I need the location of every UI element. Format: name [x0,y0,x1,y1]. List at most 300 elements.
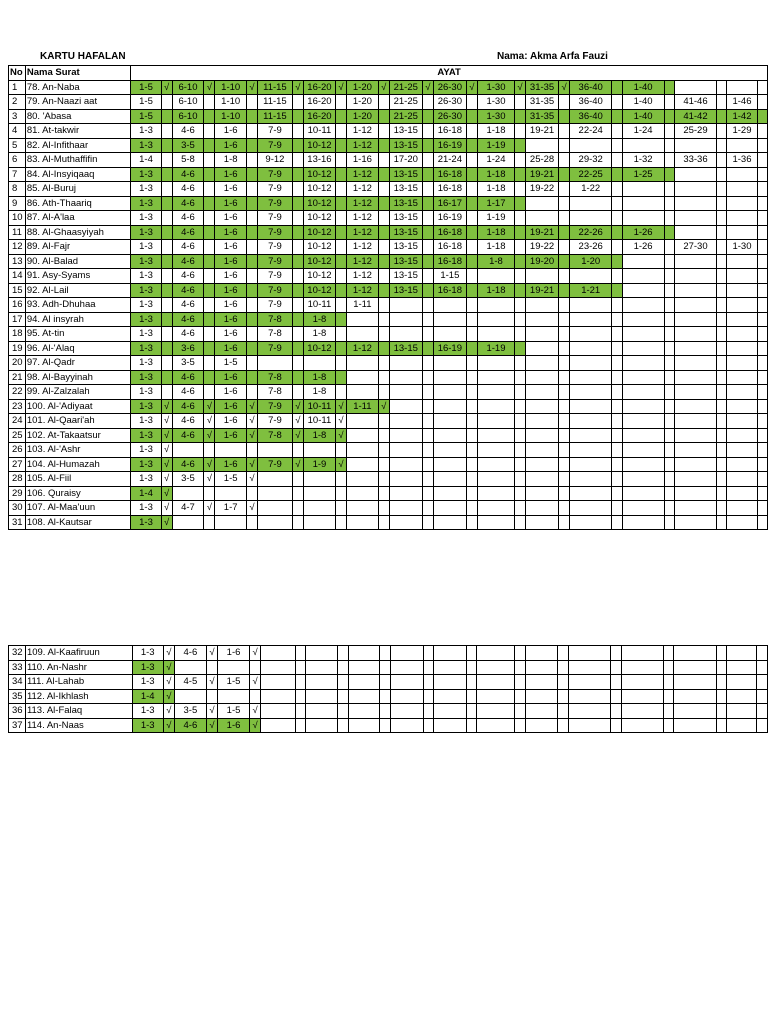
ayat-range-cell [568,689,610,704]
ayat-range-cell: 3-5 [172,356,204,371]
ayat-range-cell [217,660,249,675]
check-mark-cell: √ [163,646,174,661]
row-number: 15 [9,283,26,298]
check-mark-cell [336,283,347,298]
check-mark-cell [292,501,303,516]
check-mark-cell [612,428,622,443]
check-mark-cell [611,660,622,675]
ayat-range-cell: 1-6 [215,240,247,255]
ayat-range-cell [215,515,247,530]
ayat-range-cell: 19-21 [525,124,558,139]
row-number: 2 [9,95,26,110]
check-mark-cell [337,704,348,719]
ayat-range-cell: 1-5 [217,675,249,690]
ayat-range-cell [674,80,716,95]
ayat-range-cell: 4-6 [174,646,206,661]
check-mark-cell [717,283,727,298]
ayat-range-cell [303,356,335,371]
check-mark-cell [515,109,526,124]
check-mark-cell [612,414,622,429]
row-number: 4 [9,124,26,139]
check-mark-cell [559,240,570,255]
table-row [9,646,768,661]
ayat-range-cell [570,327,612,342]
table-row [9,254,768,269]
ayat-range-cell: 7-9 [257,283,292,298]
ayat-range-cell [727,341,757,356]
ayat-range-cell: 1-3 [131,399,162,414]
check-mark-cell [378,196,389,211]
check-mark-cell [664,254,674,269]
ayat-range-cell [346,472,378,487]
surah-name: 98. Al-Bayyinah [25,370,130,385]
check-mark-cell: √ [207,675,218,690]
ayat-range-cell: 1-6 [215,399,247,414]
ayat-range-cell: 1-5 [215,472,247,487]
ayat-range-cell [303,472,335,487]
ayat-range-cell: 16-19 [433,138,466,153]
ayat-range-cell: 22-25 [570,167,612,182]
check-mark-cell [247,167,258,182]
check-mark-cell [247,196,258,211]
ayat-range-cell [433,428,466,443]
ayat-range-cell [674,501,716,516]
check-mark-cell [611,675,622,690]
ayat-range-cell: 1-6 [217,646,249,661]
check-mark-cell [292,182,303,197]
ayat-range-cell [390,689,423,704]
ayat-range-cell: 4-6 [172,182,204,197]
check-mark-cell [161,211,172,226]
table-row [9,95,768,110]
ayat-range-cell [568,718,610,733]
ayat-range-cell: 7-9 [257,254,292,269]
check-mark-cell [204,269,215,284]
surah-name: 110. An-Nashr [25,660,132,675]
ayat-range-cell [306,675,338,690]
check-mark-cell [757,660,768,675]
check-mark-cell [336,370,347,385]
ayat-range-cell [622,312,664,327]
check-mark-cell [161,182,172,197]
check-mark-cell [292,240,303,255]
check-mark-cell [664,124,674,139]
row-number: 13 [9,254,26,269]
ayat-range-cell [621,646,663,661]
ayat-range-cell [674,385,716,400]
ayat-range-cell: 10-12 [303,341,335,356]
ayat-range-cell [434,646,467,661]
check-mark-cell [337,675,348,690]
check-mark-cell [161,167,172,182]
check-mark-cell [161,327,172,342]
surah-name: 84. Al-Insyiqaaq [25,167,130,182]
check-mark-cell [664,457,674,472]
ayat-range-cell: 4-6 [172,225,204,240]
ayat-range-cell [727,269,757,284]
table-body-1 [9,80,768,530]
ayat-range-cell [257,515,292,530]
ayat-range-cell [477,472,514,487]
check-mark-cell: √ [163,704,174,719]
ayat-range-cell: 7-8 [257,428,292,443]
check-mark-cell [559,153,570,168]
check-mark-cell: √ [422,80,433,95]
check-mark-cell [664,298,674,313]
ayat-range-cell: 1-8 [303,428,335,443]
check-mark-cell [295,718,306,733]
ayat-range-cell: 1-12 [346,182,378,197]
check-mark-cell: √ [161,486,172,501]
check-mark-cell [612,211,622,226]
surah-name: 100. Al-'Adiyaat [25,399,130,414]
ayat-range-cell: 1-12 [346,254,378,269]
ayat-range-cell: 1-3 [131,124,162,139]
ayat-range-cell: 4-6 [172,211,204,226]
ayat-range-cell [389,385,422,400]
ayat-range-cell [346,312,378,327]
surah-name: 109. Al-Kaafiruun [25,646,132,661]
check-mark-cell [422,414,433,429]
check-mark-cell [717,428,727,443]
row-number: 7 [9,167,26,182]
check-mark-cell [378,254,389,269]
ayat-range-cell [674,457,716,472]
check-mark-cell [292,167,303,182]
ayat-range-cell [389,327,422,342]
check-mark-cell [612,486,622,501]
ayat-range-cell [674,298,716,313]
check-mark-cell [336,124,347,139]
table-row [9,341,768,356]
ayat-range-cell: 13-15 [389,196,422,211]
ayat-range-cell: 1-18 [477,124,514,139]
ayat-range-cell [477,689,514,704]
ayat-range-cell: 16-19 [433,211,466,226]
table-row [9,298,768,313]
ayat-range-cell: 1-20 [346,109,378,124]
surah-name: 93. Adh-Dhuhaa [25,298,130,313]
check-mark-cell [378,486,389,501]
check-mark-cell [757,269,767,284]
row-number: 10 [9,211,26,226]
ayat-range-cell: 10-12 [303,283,335,298]
ayat-range-cell [727,225,757,240]
check-mark-cell [378,327,389,342]
check-mark-cell: √ [161,457,172,472]
ayat-range-cell: 13-15 [389,341,422,356]
check-mark-cell [757,211,767,226]
ayat-range-cell: 1-10 [215,109,247,124]
ayat-range-cell [433,312,466,327]
surah-name: 87. Al-A'laa [25,211,130,226]
check-mark-cell: √ [336,428,347,443]
check-mark-cell [717,196,727,211]
ayat-range-cell: 1-6 [215,385,247,400]
check-mark-cell [757,646,768,661]
surah-name: 96. Al-'Alaq [25,341,130,356]
ayat-range-cell [674,704,716,719]
check-mark-cell [716,704,727,719]
ayat-range-cell [477,399,514,414]
ayat-range-cell [674,399,716,414]
check-mark-cell [422,95,433,110]
check-mark-cell: √ [247,399,258,414]
surah-name: 80. 'Abasa [25,109,130,124]
check-mark-cell [664,269,674,284]
check-mark-cell: √ [336,457,347,472]
check-mark-cell: √ [204,501,215,516]
check-mark-cell [664,428,674,443]
check-mark-cell [422,312,433,327]
table-row [9,312,768,327]
check-mark-cell [663,646,674,661]
surah-name: 88. Al-Ghaasyiyah [25,225,130,240]
check-mark-cell [292,153,303,168]
ayat-range-cell: 1-19 [477,211,514,226]
check-mark-cell [422,167,433,182]
surah-name: 97. Al-Qadr [25,356,130,371]
check-mark-cell [612,80,622,95]
ayat-range-cell [434,704,467,719]
table-row [9,486,768,501]
ayat-range-cell [389,443,422,458]
ayat-range-cell [570,399,612,414]
ayat-range-cell: 1-26 [622,225,664,240]
check-mark-cell [757,385,767,400]
ayat-range-cell: 1-3 [131,240,162,255]
ayat-range-cell [346,457,378,472]
row-number: 8 [9,182,26,197]
ayat-range-cell: 1-6 [215,283,247,298]
ayat-range-cell: 3-5 [174,704,206,719]
check-mark-cell [466,718,477,733]
check-mark-cell [559,399,570,414]
check-mark-cell [612,515,622,530]
ayat-range-cell: 1-30 [477,95,514,110]
table-row [9,675,768,690]
ayat-range-cell [257,501,292,516]
ayat-range-cell [525,515,558,530]
ayat-range-cell [622,385,664,400]
ayat-range-cell [433,356,466,371]
ayat-range-cell: 1-24 [622,124,664,139]
ayat-range-cell: 1-3 [131,254,162,269]
ayat-range-cell: 1-3 [131,472,162,487]
ayat-range-cell [525,399,558,414]
ayat-range-cell [727,457,757,472]
ayat-range-cell: 26-30 [433,95,466,110]
check-mark-cell [515,486,526,501]
ayat-range-cell: 1-18 [477,225,514,240]
surah-name: 81. At-takwir [25,124,130,139]
table-row [9,225,768,240]
check-mark-cell [559,370,570,385]
check-mark-cell [717,501,727,516]
check-mark-cell [716,689,727,704]
ayat-range-cell: 1-6 [215,254,247,269]
row-number: 30 [9,501,26,516]
ayat-range-cell: 16-18 [433,283,466,298]
row-number: 27 [9,457,26,472]
ayat-range-cell: 1-12 [346,225,378,240]
ayat-range-cell: 1-6 [215,167,247,182]
ayat-range-cell [525,472,558,487]
ayat-range-cell: 1-3 [131,211,162,226]
check-mark-cell [612,95,622,110]
check-mark-cell [467,414,478,429]
check-mark-cell [378,501,389,516]
ayat-range-cell: 1-3 [131,414,162,429]
ayat-range-cell: 4-6 [172,428,204,443]
ayat-range-cell: 1-6 [217,718,249,733]
check-mark-cell: √ [161,399,172,414]
ayat-range-cell: 1-12 [346,269,378,284]
surah-name: 102. At-Takaatsur [25,428,130,443]
check-mark-cell [207,660,218,675]
ayat-range-cell: 17-20 [389,153,422,168]
table-row [9,211,768,226]
table-row [9,80,768,95]
check-mark-cell [757,515,767,530]
check-mark-cell [378,472,389,487]
ayat-range-cell [433,298,466,313]
check-mark-cell [336,298,347,313]
ayat-range-cell [727,443,757,458]
ayat-range-cell [622,515,664,530]
check-mark-cell [717,486,727,501]
check-mark-cell: √ [467,80,478,95]
check-mark-cell [292,443,303,458]
ayat-range-cell [727,501,757,516]
check-mark-cell [247,443,258,458]
check-mark-cell [559,124,570,139]
check-mark-cell [515,254,526,269]
ayat-range-cell [570,341,612,356]
ayat-range-cell [525,704,558,719]
ayat-range-cell: 16-20 [303,80,335,95]
table-row [9,414,768,429]
check-mark-cell [612,167,622,182]
check-mark-cell: √ [515,80,526,95]
check-mark-cell [380,660,391,675]
ayat-range-cell: 1-18 [477,167,514,182]
check-mark-cell [336,225,347,240]
check-mark-cell [515,95,526,110]
ayat-range-cell: 7-9 [257,298,292,313]
ayat-range-cell [389,298,422,313]
check-mark-cell [611,704,622,719]
ayat-range-cell [622,356,664,371]
table-row [9,109,768,124]
ayat-range-cell: 13-15 [389,167,422,182]
ayat-range-cell [348,689,380,704]
ayat-range-cell: 1-12 [346,138,378,153]
ayat-range-cell: 1-18 [477,240,514,255]
ayat-range-cell [261,675,296,690]
check-mark-cell [204,240,215,255]
check-mark-cell [204,283,215,298]
check-mark-cell: √ [204,457,215,472]
check-mark-cell [612,138,622,153]
check-mark-cell [716,646,727,661]
check-mark-cell [664,153,674,168]
check-mark-cell [467,341,478,356]
surah-name: 95. At-tin [25,327,130,342]
check-mark-cell [757,95,767,110]
ayat-range-cell: 7-8 [257,327,292,342]
ayat-range-cell [217,689,249,704]
check-mark-cell [423,660,434,675]
ayat-range-cell [674,472,716,487]
check-mark-cell [559,283,570,298]
ayat-range-cell: 1-8 [215,153,247,168]
ayat-range-cell [570,269,612,284]
check-mark-cell [515,515,526,530]
check-mark-cell: √ [247,80,258,95]
check-mark-cell: √ [163,675,174,690]
ayat-range-cell: 1-3 [131,283,162,298]
ayat-range-cell [727,196,757,211]
check-mark-cell [559,196,570,211]
check-mark-cell [467,312,478,327]
table-row [9,515,768,530]
check-mark-cell [664,443,674,458]
check-mark-cell [559,515,570,530]
check-mark-cell [559,457,570,472]
ayat-range-cell [674,660,716,675]
check-mark-cell [204,341,215,356]
ayat-range-cell: 22-24 [570,124,612,139]
check-mark-cell [378,167,389,182]
check-mark-cell [378,153,389,168]
check-mark-cell [515,399,526,414]
ayat-range-cell: 31-35 [525,109,558,124]
ayat-range-cell: 1-5 [215,356,247,371]
ayat-range-cell [622,414,664,429]
row-number: 35 [9,689,26,704]
ayat-range-cell: 16-19 [433,341,466,356]
ayat-range-cell [674,196,716,211]
ayat-range-cell [477,704,514,719]
row-number: 24 [9,414,26,429]
ayat-range-cell: 7-9 [257,182,292,197]
check-mark-cell [612,196,622,211]
check-mark-cell: √ [247,472,258,487]
ayat-range-cell: 10-11 [303,124,335,139]
check-mark-cell [515,312,526,327]
check-mark-cell [757,443,767,458]
check-mark-cell [378,269,389,284]
check-mark-cell [559,138,570,153]
row-number: 12 [9,240,26,255]
ayat-range-cell [257,486,292,501]
ayat-range-cell: 4-6 [172,399,204,414]
ayat-range-cell [568,660,610,675]
check-mark-cell [380,689,391,704]
check-mark-cell [757,240,767,255]
ayat-range-cell [348,704,380,719]
check-mark-cell [292,225,303,240]
check-mark-cell [515,167,526,182]
check-mark-cell [336,327,347,342]
ayat-range-cell: 10-12 [303,182,335,197]
check-mark-cell [336,254,347,269]
ayat-range-cell [674,675,716,690]
ayat-range-cell: 13-15 [389,283,422,298]
check-mark-cell [422,370,433,385]
check-mark-cell [467,457,478,472]
